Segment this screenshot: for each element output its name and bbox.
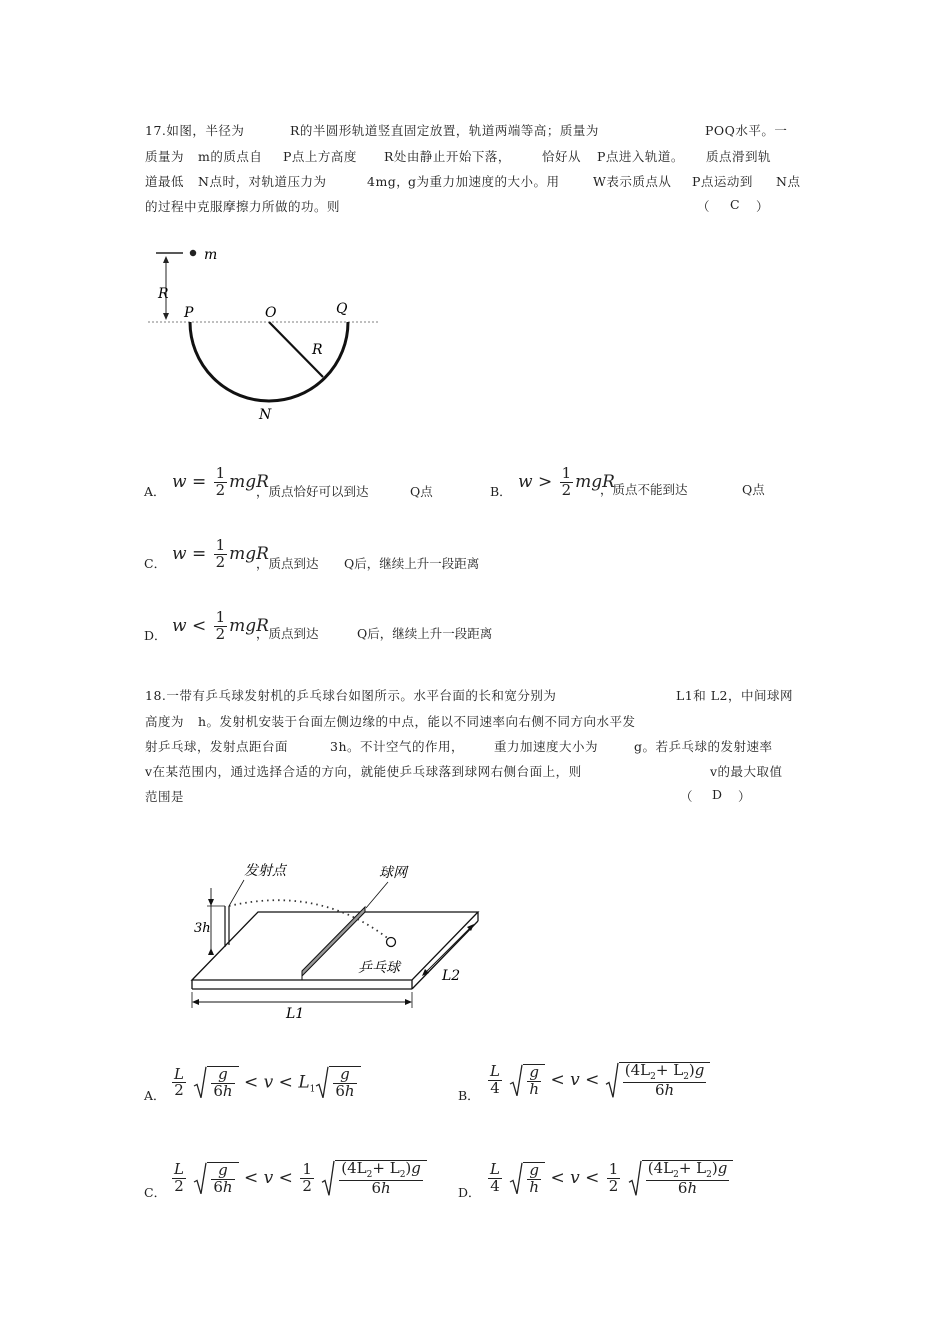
q18-text: v的最大取值 xyxy=(710,764,783,779)
q18-table-figure xyxy=(180,850,490,1025)
figure-label-o: O xyxy=(265,305,277,321)
option-label: D． xyxy=(144,628,167,643)
q18-text: 重力加速度大小为 xyxy=(494,739,599,754)
q17-text: R的半圆形轨道竖直固定放置，轨道两端等高；质量为 xyxy=(290,123,599,138)
q18-option-d-formula: $\frac{L}{4}$ $\frac{g}{h}$ < v < $\frac{1}{2}$ $\frac{(4L_2+ L_2)g}{6h}$ xyxy=(486,1160,733,1197)
figure-label-q: Q xyxy=(336,301,348,317)
q18-option-c-formula: $\frac{L}{2}$ $\frac{g}{6h}$ < v < $\frac{1}{2}$ $\frac{(4L_2+ L_2)g}{6h}$ xyxy=(170,1160,427,1197)
q17-text: N点 xyxy=(776,174,801,189)
option-label: D． xyxy=(458,1185,481,1200)
q17-text: P点进入轨道。 xyxy=(597,149,684,164)
q17-text: W表示质点从 xyxy=(593,174,672,189)
figure-label-n: N xyxy=(259,407,272,423)
option-label: C． xyxy=(144,556,167,571)
figure-label-l2: L2 xyxy=(442,968,461,984)
q18-text: 18.一带有乒乓球发射机的乒乓球台如图所示。水平台面的长和宽分别为 xyxy=(145,688,557,703)
option-text: Q点 xyxy=(410,484,433,499)
q17-text: POQ水平。一 xyxy=(705,123,788,138)
q17-semicircle-figure xyxy=(140,240,390,430)
q17-text: 恰好从 xyxy=(542,149,582,164)
q17-text: P点上方高度 xyxy=(283,149,357,164)
q18-text: 高度为 xyxy=(145,714,185,729)
q18-option-b-formula: $\frac{L}{4}$ $\frac{g}{h}$ < v < $\frac{(4L_2+ L_2)g}{6h}$ xyxy=(486,1062,710,1099)
q18-text: h。发射机安装于台面左侧边缘的中点，能以不同速率向右侧不同方向水平发 xyxy=(198,714,636,729)
q17-text: N点时，对轨道压力为 xyxy=(198,174,327,189)
figure-label-r-radius: R xyxy=(312,342,323,358)
q17-text: 17.如图，半径为 xyxy=(145,123,245,138)
q18-option-a-formula: $\frac{L}{2}$ $\frac{g}{6h}$ < $v < L_1$ $\frac{g}{6h}$ xyxy=(170,1066,361,1100)
q18-text: （ xyxy=(680,789,694,804)
q17-text: m的质点自 xyxy=(198,149,263,164)
q18-text: 3h。不计空气的作用， xyxy=(330,739,465,754)
option-text: Q点 xyxy=(742,482,765,497)
figure-label-r-height: R xyxy=(158,286,169,302)
q17-text: g为重力加速度的大小。用 xyxy=(408,174,560,189)
q17-text: 4mg， xyxy=(367,174,410,189)
figure-label-l1: L1 xyxy=(286,1006,305,1022)
option-text: ，质点恰好可以到达 xyxy=(256,484,369,499)
option-label: A． xyxy=(144,484,166,499)
figure-label-3h: 3h xyxy=(194,921,211,936)
option-text: ，质点到达 xyxy=(256,626,319,641)
q18-text: 射乒乓球，发射点距台面 xyxy=(145,739,289,754)
option-text: Q后，继续上升一段距离 xyxy=(344,556,480,571)
q17-text: ） xyxy=(756,199,770,214)
option-text: Q后，继续上升一段距离 xyxy=(357,626,493,641)
q18-text: v在某范围内，通过选择合适的方向，就能使乒乓球落到球网右侧台面上，则 xyxy=(145,764,582,779)
q17-text: 道最低 xyxy=(145,174,185,189)
figure-label-net: 球网 xyxy=(379,865,407,881)
option-text: ，质点到达 xyxy=(256,556,319,571)
option-text: ，质点不能到达 xyxy=(600,482,688,497)
q18-text: L1和 L2，中间球网 xyxy=(676,688,793,703)
q17-text: P点运动到 xyxy=(692,174,753,189)
q17-text: 质量为 xyxy=(145,149,185,164)
q18-text: ） xyxy=(738,789,752,804)
figure-label-m: m xyxy=(204,247,218,263)
q18-answer: D xyxy=(712,787,723,802)
q17-answer: C xyxy=(730,197,741,212)
option-label: B． xyxy=(490,484,512,499)
figure-label-launch: 发射点 xyxy=(244,863,286,879)
option-label: B． xyxy=(458,1088,480,1103)
q17-text: R处由静止开始下落， xyxy=(384,149,511,164)
option-label: C． xyxy=(144,1185,167,1200)
option-label: A． xyxy=(144,1088,166,1103)
q18-text: g。若乒乓球的发射速率 xyxy=(634,739,773,754)
figure-label-p: P xyxy=(184,305,194,321)
q18-text: 范围是 xyxy=(145,789,185,804)
q17-text: （ xyxy=(697,199,711,214)
q17-text: 的过程中克服摩擦力所做的功。则 xyxy=(145,199,341,214)
q17-text: 质点滑到轨 xyxy=(706,149,772,164)
figure-label-ball: 乒乓球 xyxy=(358,960,400,976)
